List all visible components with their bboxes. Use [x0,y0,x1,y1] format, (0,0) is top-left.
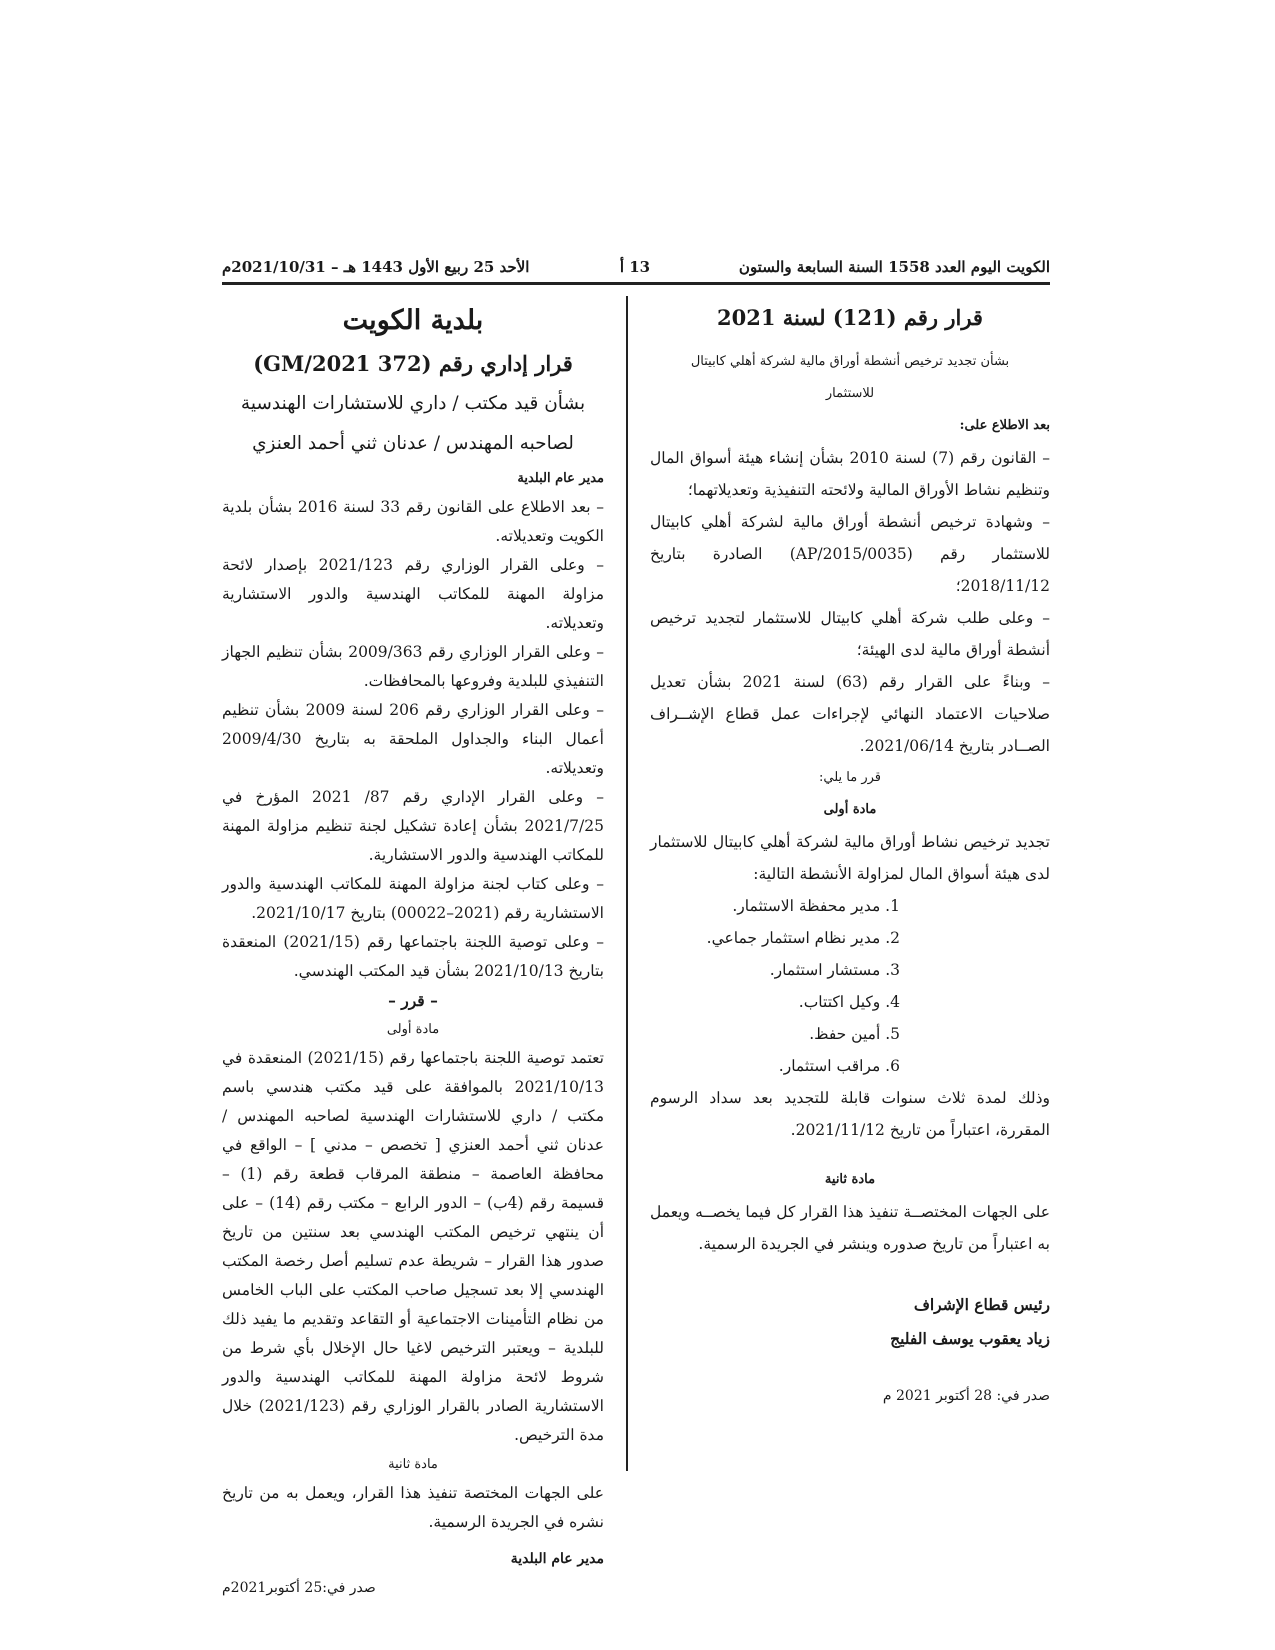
recital-3: – وعلى القرار الوزاري رقم 2009/363 بشأن تنظيم الجهاز التنفيذي للبلدية وفروعها بالمحافظات. [222,643,604,690]
article-1-text: تجديد ترخيص نشاط أوراق مالية لشركة أهلي كابيتال للاستثمار لدى هيئة أسواق المال لمزاولة الأنشطة التالية: [650,833,1050,883]
recital-2: – وعلى القرار الوزاري رقم 2021/123 بإصدار لائحة مزاولة المهنة للمكاتب الهندسية والدور الاستشارية وتعديلاته. [222,556,605,632]
article-2-heading: مادة ثانية [824,1172,876,1187]
signatory-name: زياد يعقوب يوسف الفليج [890,1329,1050,1348]
article-2-text: على الجهات المختصة تنفيذ هذا القرار، ويعمل به من تاريخ نشره في الجريدة الرسمية. [222,1484,604,1531]
article-1-text: تعتمد توصية اللجنة باجتماعها رقم (2021/15) المنعقدة في 2021/10/13 بالموافقة على قيد مكتب هندسي باسم مكتب / داري للاستشارات الهندسية لصاحبه المهندس / عدنان ثني أحمد العنزي [ تخصص – مدني ] – الواقع في محافظة العاصمة – منطقة المرقاب قطعة رقم (1) – قسيمة رقم (4ب) – الدور الرابع – مكتب رقم (14) – على أن ينتهي ترخيص المكتب الهندسي بعد سنتين من تاريخ صدور هذا القرار – شريطة عدم تسليم أصل رخصة المكتب الهندسي إلا بعد تسجيل صاحب المكتب على الباب الخامس من نظام التأمينات الاجتماعية أو التقاعد وتقديم ما يفيد ذلك للبلدية – ويعتبر الترخيص لاغيا حال الإخلال بأي شرط من شروط لائحة مزاولة المهنة للمكاتب الهندسية والدور الاستشارية الصادر بالقرار الوزاري رقم (2021/123) خلال مدة الترخيص. [222,1049,605,1444]
signatory-title: مدير عام البلدية [510,1551,604,1567]
list-item: 4. وكيل اكتتاب. [798,993,900,1011]
recital-1: – القانون رقم (7) لسنة 2010 بشأن إنشاء هيئة أسواق المال وتنظيم نشاط الأوراق المالية ولائحته التنفيذية وتعديلاتهما؛ [650,449,1050,499]
column-divider [626,296,628,1471]
header-date: الأحد 25 ربيع الأول 1443 هـ – 2021/10/31م [222,258,530,276]
recital-4: – وعلى القرار الوزاري رقم 206 لسنة 2009 بشأن تنظيم أعمال البناء والجداول الملحقة به بتاريخ 2009/4/30 وتعديلاته. [222,701,604,777]
director-line: مدير عام البلدية [517,471,604,486]
activities-list [650,890,1050,1082]
list-item: 3. مستشار استثمار. [769,961,900,979]
admin-decision-number: قرار إداري رقم (372 GM/2021) [253,351,573,376]
article-2-heading: مادة ثانية [388,1457,438,1472]
decision-subtitle-cont: للاستثمار [825,386,875,401]
list-item: 5. أمين حفظ. [809,1025,900,1043]
duration-text: وذلك لمدة ثلاث سنوات قابلة للتجديد بعد سداد الرسوم المقررة، اعتباراً من تاريخ 2021/11/12. [650,1089,1050,1139]
decision-subject-cont: لصاحبه المهندس / عدنان ثني أحمد العنزي [252,433,574,454]
page-header [222,254,1050,280]
recital-5: – وعلى القرار الإداري رقم 87/ 2021 المؤرخ في 2021/7/25 بشأن إعادة تشكيل لجنة تنظيم مزاولة المهنة للمكاتب الهندسية والدور الاستشارية. [222,788,604,864]
issue-date: صدر في: 28 أكتوبر 2021 م [882,1388,1050,1404]
decision-subtitle: بشأن تجديد ترخيص أنشطة أوراق مالية لشركة أهلي كابيتال [690,354,1010,369]
recital-1: – بعد الاطلاع على القانون رقم 33 لسنة 2016 بشأن بلدية الكويت وتعديلاته. [222,498,604,545]
decides-heading: – قرر – [388,991,438,1010]
recital-2: – وشهادة ترخيص أنشطة أوراق مالية لشركة أهلي كابيتال للاستثمار رقم (AP/2015/0035) الصادرة بتاريخ 2018/11/12؛ [650,513,1050,595]
signatory-title: رئيس قطاع الإشراف [913,1295,1050,1314]
recital-3: – وعلى طلب شركة أهلي كابيتال للاستثمار لتجديد ترخيص أنشطة أوراق مالية لدى الهيئة؛ [650,609,1050,659]
article-1-heading: مادة أولى [386,1022,440,1037]
municipality-title: بلدية الكويت [342,305,484,336]
after-review-heading: بعد الاطلاع على: [959,418,1050,433]
decided-heading: قرر ما يلي: [819,770,881,785]
recital-7: – وعلى توصية اللجنة باجتماعها رقم (2021/15) المنعقدة بتاريخ 2021/10/13 بشأن قيد المكتب الهندسي. [222,933,604,980]
recital-4: – وبناءً على القرار رقم (63) لسنة 2021 بشأن تعديل صلاحيات الاعتماد النهائي لإجراءات عمل قطاع الإشــراف الصــادر بتاريخ 2021/06/14. [650,673,1050,755]
list-item: 2. مدير نظام استثمار جماعي. [706,929,900,947]
header-publication: الكويت اليوم العدد 1558 السنة السابعة والستون [738,258,1050,276]
list-item: 1. مدير محفظة الاستثمار. [732,897,900,915]
left-column [222,298,604,1603]
decision-subject: بشأن قيد مكتب / داري للاستشارات الهندسية [240,393,586,414]
article-2-text: على الجهات المختصــة تنفيذ هذا القرار كل فيما يخصــه ويعمل به اعتباراً من تاريخ صدوره وينشر في الجريدة الرسمية. [650,1203,1050,1253]
issue-date: صدر في:25 أكتوبر2021م [222,1580,376,1596]
header-page-number: 13 أ [619,258,651,276]
decision-title: قرار رقم (121) لسنة 2021 [717,305,983,330]
article-1-heading: مادة أولى [823,802,877,817]
recital-6: – وعلى كتاب لجنة مزاولة المهنة للمكاتب الهندسية والدور الاستشارية رقم (2021–00022) بتاريخ 2021/10/17. [222,875,604,922]
right-column [650,298,1050,1412]
header-rule [222,282,1050,285]
list-item: 6. مراقب استثمار. [778,1057,900,1075]
